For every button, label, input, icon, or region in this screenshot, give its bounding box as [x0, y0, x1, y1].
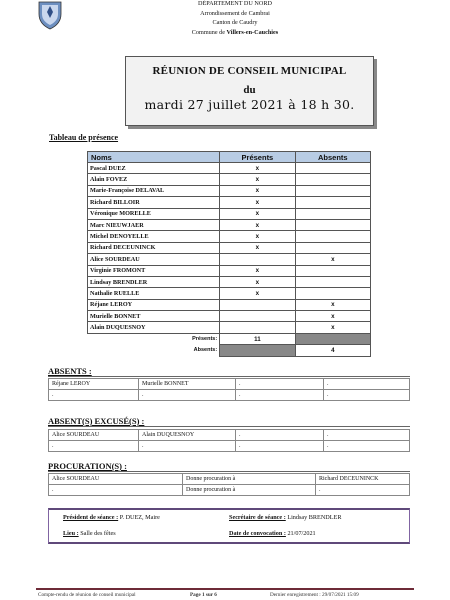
absents-cell: Murielle BONNET: [139, 379, 236, 390]
header-canton: Canton de Caudry: [212, 19, 258, 27]
presence-table: [87, 151, 371, 357]
meeting-title: RÉUNION DE CONSEIL MUNICIPAL: [152, 65, 347, 77]
absent-mark: [295, 208, 370, 219]
absent-total-value: 4: [295, 345, 370, 356]
lieu-field: [63, 530, 116, 537]
excuses-cell: Alice SOURDEAU: [49, 430, 139, 441]
present-mark: x: [220, 219, 295, 230]
procuration-label: Donne procuration à: [183, 485, 316, 496]
presence-row: [88, 174, 371, 185]
meeting-banner: [125, 56, 374, 126]
header-department: DÉPARTEMENT DU NORD: [198, 0, 272, 7]
president-value: P. DUEZ, Maire: [118, 514, 160, 521]
absent-total-empty: [220, 345, 295, 356]
presence-row: [88, 208, 371, 219]
meeting-date: mardi 27 juillet 2021 à 18 h 30.: [144, 97, 355, 112]
present-mark: x: [220, 265, 295, 276]
excuses-cell: .: [236, 441, 324, 452]
member-name: Richard BILLOIR: [88, 197, 220, 208]
present-mark: [220, 254, 295, 265]
procuration-receiver: Richard DECEUNINCK: [316, 474, 410, 485]
absent-mark: x: [295, 311, 370, 322]
footer-page-number: Page 1 sur 6: [190, 592, 217, 598]
absent-mark: [295, 288, 370, 299]
procurations-title: PROCURATION(S) :: [48, 461, 127, 471]
present-mark: x: [220, 208, 295, 219]
member-name: Marie-Françoise DELAVAL: [88, 185, 220, 196]
commune-header: [150, 0, 320, 37]
excuses-cell: .: [324, 441, 410, 452]
footer-rule: [36, 588, 414, 590]
member-name: Alain DUQUESNOY: [88, 322, 220, 333]
present-mark: x: [220, 276, 295, 287]
absent-mark: [295, 242, 370, 253]
absents-cell: .: [236, 390, 324, 401]
member-name: Murielle BONNET: [88, 311, 220, 322]
absent-mark: x: [295, 299, 370, 310]
procurations-table: [48, 473, 410, 496]
excuses-cell: .: [324, 430, 410, 441]
present-mark: x: [220, 242, 295, 253]
absent-mark: [295, 174, 370, 185]
member-name: Alice SOURDEAU: [88, 254, 220, 265]
header-arrondissement: Arrondissement de Cambrai: [200, 9, 270, 17]
absent-mark: x: [295, 322, 370, 333]
president-label: Président de séance :: [63, 514, 119, 521]
excuses-cell: .: [139, 441, 236, 452]
absent-mark: [295, 197, 370, 208]
present-mark: [220, 311, 295, 322]
present-mark: x: [220, 288, 295, 299]
presence-row: [88, 163, 371, 174]
member-name: Marc NIEUWJAER: [88, 219, 220, 230]
presence-row: [88, 311, 371, 322]
present-total-row: [88, 333, 371, 344]
member-name: Pascal DUEZ: [88, 163, 220, 174]
excuses-cell: Alain DUQUESNOY: [139, 430, 236, 441]
excuses-title: ABSENT(S) EXCUSÉ(S) :: [48, 416, 145, 426]
excuses-table: [48, 429, 410, 452]
member-name: Michel DENOYELLE: [88, 231, 220, 242]
presence-row: [88, 185, 371, 196]
absent-mark: [295, 231, 370, 242]
absents-row: [49, 379, 410, 390]
absent-total-label: Absents:: [193, 347, 218, 354]
presence-row: [88, 288, 371, 299]
present-total-value: 11: [220, 333, 295, 344]
presence-table-title: Tableau de présence: [49, 133, 119, 142]
excuses-rule: [48, 426, 410, 427]
absent-mark: [295, 276, 370, 287]
absents-cell: .: [324, 390, 410, 401]
procuration-label: Donne procuration à: [183, 474, 316, 485]
procuration-giver: Alice SOURDEAU: [49, 474, 183, 485]
excuses-row: [49, 430, 410, 441]
lieu-value: Salle des fêtes: [78, 530, 116, 537]
header-noms: Noms: [88, 152, 220, 163]
excuses-cell: .: [49, 441, 139, 452]
member-name: Véronique MORELLE: [88, 208, 220, 219]
member-name: Nathalie RUELLE: [88, 288, 220, 299]
presence-row: [88, 322, 371, 333]
present-mark: [220, 322, 295, 333]
excuses-cell: .: [236, 430, 324, 441]
presence-row: [88, 254, 371, 265]
commune-name: Villers-en-Cauchies: [226, 28, 279, 36]
procuration-row: [49, 474, 410, 485]
procuration-row: [49, 485, 410, 496]
header-absents: Absents: [295, 152, 370, 163]
president-field: [63, 514, 160, 521]
coat-of-arms-logo: [37, 0, 63, 30]
member-name: Richard DECEUNINCK: [88, 242, 220, 253]
presence-row: [88, 197, 371, 208]
convocation-field: [229, 530, 316, 537]
absent-mark: [295, 185, 370, 196]
member-name: Virginie FROMONT: [88, 265, 220, 276]
convocation-label: Date de convocation :: [229, 530, 286, 537]
header-commune: Commune de Villers-en-Cauchies: [191, 28, 279, 36]
absent-mark: x: [295, 254, 370, 265]
absents-cell: .: [49, 390, 139, 401]
presence-header-row: [88, 152, 371, 163]
absent-mark: [295, 265, 370, 276]
member-name: Alain FOVEZ: [88, 174, 220, 185]
present-mark: x: [220, 163, 295, 174]
excuses-row: [49, 441, 410, 452]
procurations-rule: [48, 471, 410, 472]
absent-mark: [295, 163, 370, 174]
footer-last-saved: Dernier enregistrement : 29/07/2021 15:09: [270, 592, 359, 598]
absents-table: [48, 378, 410, 401]
present-mark: x: [220, 231, 295, 242]
secretaire-label: Secrétaire de séance :: [229, 514, 286, 521]
lieu-label: Lieu :: [63, 530, 79, 537]
present-total-label: Présents:: [192, 336, 218, 343]
member-name: Lindsay BRENDLER: [88, 276, 220, 287]
absents-cell: .: [139, 390, 236, 401]
present-mark: [220, 299, 295, 310]
convocation-value: 21/07/2021: [285, 530, 316, 537]
presence-row: [88, 265, 371, 276]
absents-cell: .: [236, 379, 324, 390]
present-mark: x: [220, 197, 295, 208]
session-info-box: [48, 508, 410, 544]
absents-title: ABSENTS :: [48, 366, 92, 376]
absent-total-row: [88, 345, 371, 356]
secretaire-field: [229, 514, 341, 521]
absents-cell: Réjane LEROY: [49, 379, 139, 390]
presence-row: [88, 299, 371, 310]
present-mark: x: [220, 185, 295, 196]
member-name: Réjane LEROY: [88, 299, 220, 310]
procuration-receiver: .: [316, 485, 410, 496]
presence-row: [88, 231, 371, 242]
present-mark: x: [220, 174, 295, 185]
presence-row: [88, 242, 371, 253]
absent-mark: [295, 219, 370, 230]
header-presents: Présents: [220, 152, 295, 163]
presence-row: [88, 276, 371, 287]
present-total-empty: [295, 333, 370, 344]
meeting-du: du: [243, 84, 256, 96]
absents-rule: [48, 376, 410, 377]
absents-cell: .: [324, 379, 410, 390]
secretaire-value: Lindsay BRENDLER: [285, 514, 342, 521]
procuration-giver: .: [49, 485, 183, 496]
absents-row: [49, 390, 410, 401]
footer-doc-title: Compte-rendu de réunion de conseil municipal: [38, 592, 136, 598]
presence-row: [88, 219, 371, 230]
